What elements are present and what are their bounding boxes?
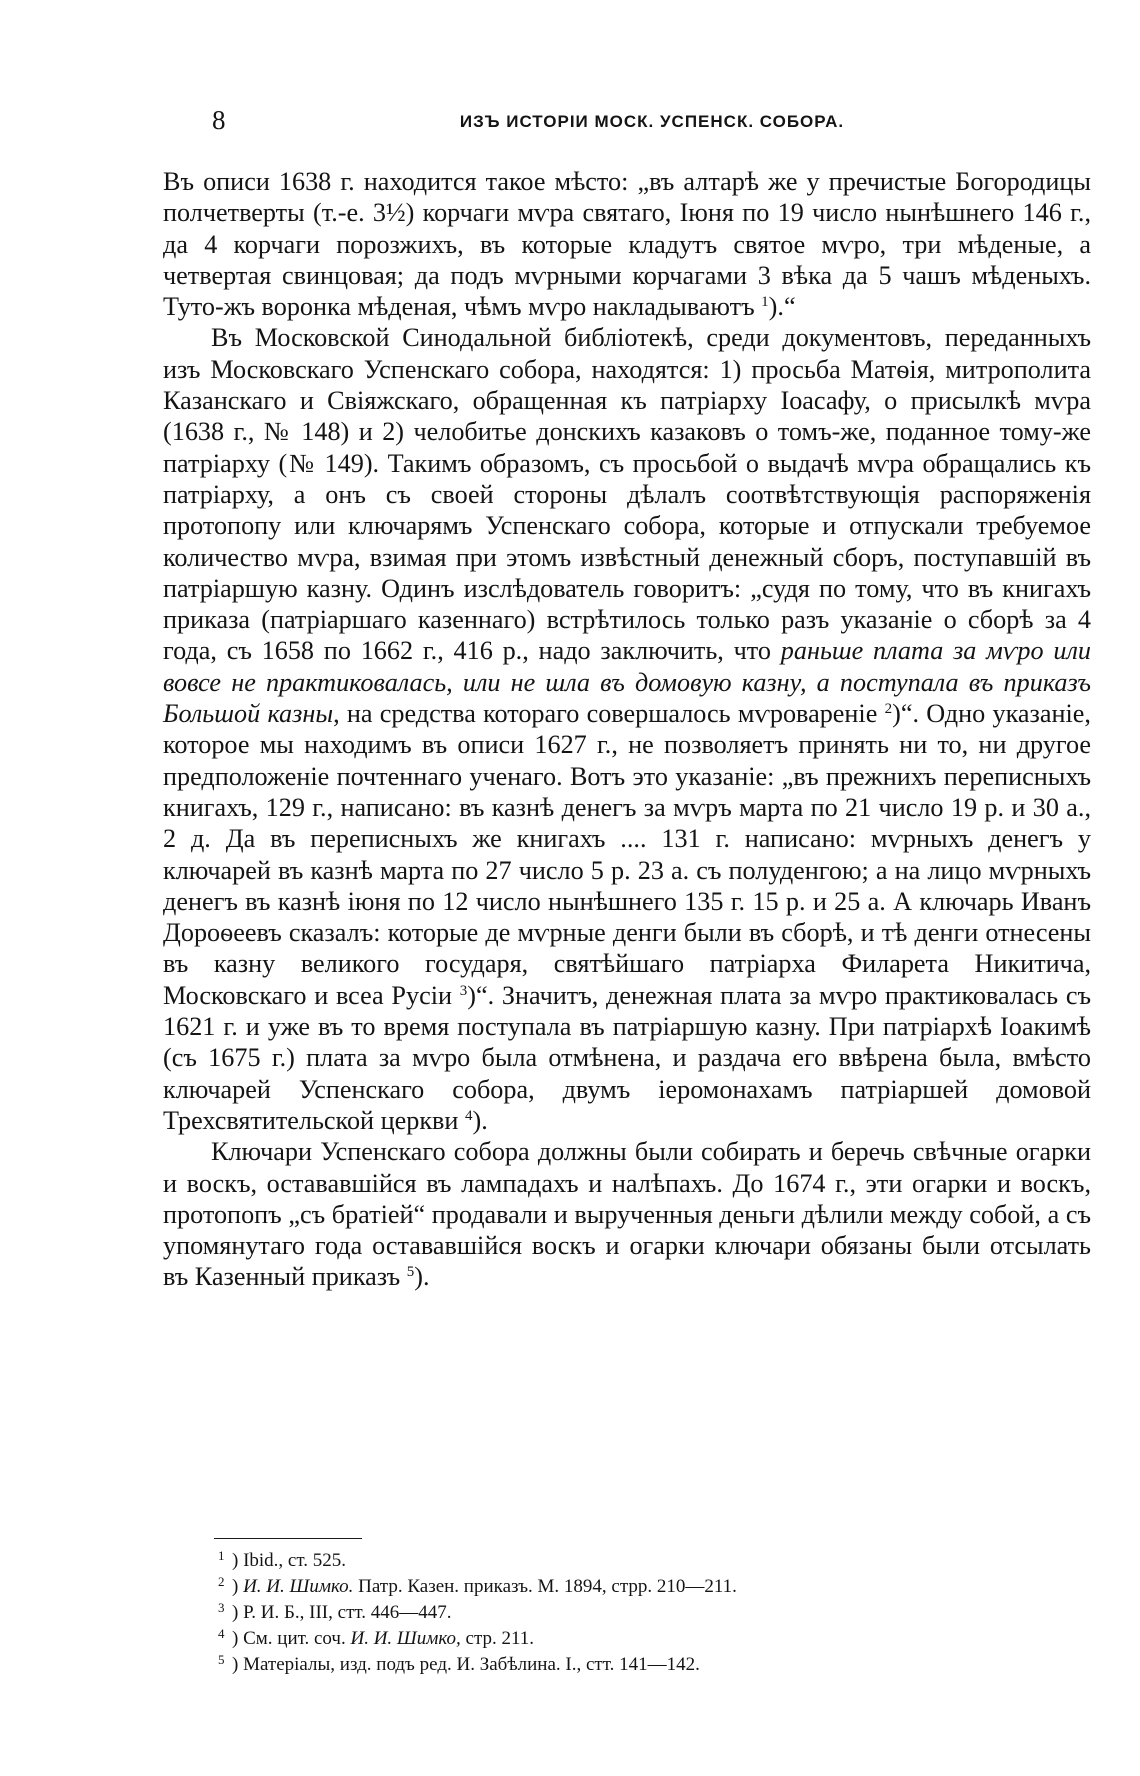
footnote-author: И. И. Шимко,: [350, 1628, 461, 1649]
paragraph-3: [163, 1136, 1091, 1292]
footnote-text-rest: стр. 211.: [460, 1628, 535, 1649]
paragraph-3-text: Ключари Успенскаго собора должны были собирать и беречь свѣчные огарки и воскъ, остававшійся въ лампадахъ и налѣпахъ. До 1674 г., эти огарки и воскъ, протопопъ „съ братіей“ продавали и вырученныя деньги дѣлили между собой, а съ упомянутаго года остававшійся воскъ и огарки ключари обязаны были отсылать въ Казенный приказъ: [163, 1137, 1091, 1292]
footnote-text: Ibid., ст. 525.: [243, 1550, 346, 1571]
footnote: 5 ) Матеріалы, изд. подъ ред. И. Забѣлина. I., стт. 141—142.: [218, 1652, 700, 1675]
footnote-ref-3: 3: [459, 982, 468, 999]
paragraph-1-text: Въ описи 1638 г. находится такое мѣсто: „въ алтарѣ же у пречистые Богородицы полчетверты (т.-е. 3½) корчаги мѵра святаго, Іюня по 19 число нынѣшнего 146 г., да 4 корчаги порозжихъ, въ которые кладутъ святое мѵро, три мѣденые, а четвертая свинцовая; да подъ мѵрными корчагами 3 вѣка да 5 чашъ мѣденыхъ. Туто-жъ воронка мѣденая, чѣмъ мѵро накладываютъ: [163, 167, 1091, 322]
footnote: 3 ) Р. И. Б., III, стт. 446—447.: [218, 1600, 452, 1623]
footnote-text: Р. И. Б., III, стт. 446—447.: [243, 1602, 452, 1623]
paragraph-2-part-b: , на средства котораго совершалось мѵровареніе: [333, 699, 878, 729]
page-header: [212, 105, 1092, 135]
paragraph-1: [163, 166, 1091, 322]
footnote: 4 ) См. цит. соч. И. И. Шимко, стр. 211.: [218, 1626, 535, 1649]
body-text: [163, 166, 1091, 1293]
footnote: 2 ) И. И. Шимко. Патр. Казен. приказъ. М. 1894, стрр. 210—211.: [218, 1574, 737, 1597]
footnote-text-rest: Патр. Казен. приказъ. М. 1894, стрр. 210—211.: [353, 1576, 737, 1597]
footnotes: [218, 1548, 1078, 1678]
paragraph-2-italic-quote: раньше плата за мѵро или вовсе не практиковалась, или не шла въ домовую казну, а поступала въ приказъ Большой казны: [163, 636, 1092, 729]
paragraph-2-part-c: )“. Одно указаніе, которое мы находимъ въ описи 1627 г., не позволяетъ принять ни то, ни другое предположеніе почтеннаго ученаго. Вотъ это указаніе: „въ прежнихъ переписныхъ книгахъ, 129 г., написано: въ казнѣ денегъ за мѵръ марта по 21 число 19 р. и 30 а., 2 д. Да въ переписныхъ же книгахъ .... 131 г. написано: мѵрныхъ денегъ у ключарей въ казнѣ марта по 27 число 5 р. 23 а. съ полуденгою; а на лицо мѵрныхъ денегъ въ казнѣ іюня по 12 число нынѣшнего 135 г. 15 р. и 25 а. А ключарь Иванъ Дороѳеевъ сказалъ: которые де мѵрные денги были въ сборѣ, и тѣ денги отнесены въ казну великого государя, святѣйшаго патріарха Филарета Никитича, Московскаго и всеа Русіи: [163, 699, 1091, 1010]
footnote-ref-2: 2: [884, 701, 893, 718]
paragraph-3-tail: ).: [414, 1262, 430, 1292]
paragraph-2: [163, 322, 1091, 1136]
running-title: ИЗЪ ИСТОРІИ МОСК. УСПЕНСК. СОБОРА.: [459, 112, 845, 131]
paragraph-2-part-a: Въ Московской Синодальной библіотекѣ, среди документовъ, переданныхъ изъ Московскаго Успенскаго собора, находятся: 1) просьба Матѳія, митрополита Казанскаго и Свіяжскаго, обращенная къ патріарху Іоасафу, о присылкѣ мѵра (1638 г., № 148) и 2) челобитье донскихъ казаковъ о томъ-же, поданное тому-же патріарху (№ 149). Такимъ образомъ, съ просьбой о выдачѣ мѵра обращались къ патріарху, а онъ съ своей стороны дѣлалъ соотвѣтствующія распоряженія протопопу или ключарямъ Успенскаго собора, которые и отпускали требуемое количество мѵра, взимая при этомъ извѣстный денежный сборъ, поступавшій въ патріаршую казну. Одинъ изслѣдователь говоритъ: „судя по тому, что въ книгахъ приказа (патріаршаго казеннаго) встрѣтилось только разъ указаніе о сборѣ за 4 года, съ 1658 по 1662 г., 416 р., надо заключить, что: [163, 323, 1091, 666]
page-number: 8: [212, 105, 226, 135]
footnote: 1 ) Ibid., ст. 525.: [218, 1548, 346, 1571]
footnote-author: И. И. Шимко.: [243, 1576, 354, 1597]
footnote-ref-1: 1: [761, 294, 769, 311]
paragraph-2-part-e: ).: [472, 1105, 488, 1135]
paragraph-2-part-d: )“. Значитъ, денежная плата за мѵро практиковалась съ 1621 г. и уже въ то время поступала въ патріаршую казну. При патріархѣ Іоакимѣ (съ 1675 г.) плата за мѵро была отмѣнена, и раздача его ввѣрена была, вмѣсто ключарей Успенскаго собора, двумъ іеромонахамъ патріаршей домовой Трехсвятительской церкви: [163, 980, 1092, 1135]
footnote-ref-4: 4: [465, 1107, 473, 1124]
footnote-ref-5: 5: [406, 1264, 415, 1281]
footnote-text: См. цит. соч.: [243, 1628, 351, 1649]
footnote-divider: [214, 1538, 362, 1539]
paragraph-1-tail: ).“: [768, 292, 796, 322]
footnote-text: Матеріалы, изд. подъ ред. И. Забѣлина. I., стт. 141—142.: [243, 1654, 700, 1675]
